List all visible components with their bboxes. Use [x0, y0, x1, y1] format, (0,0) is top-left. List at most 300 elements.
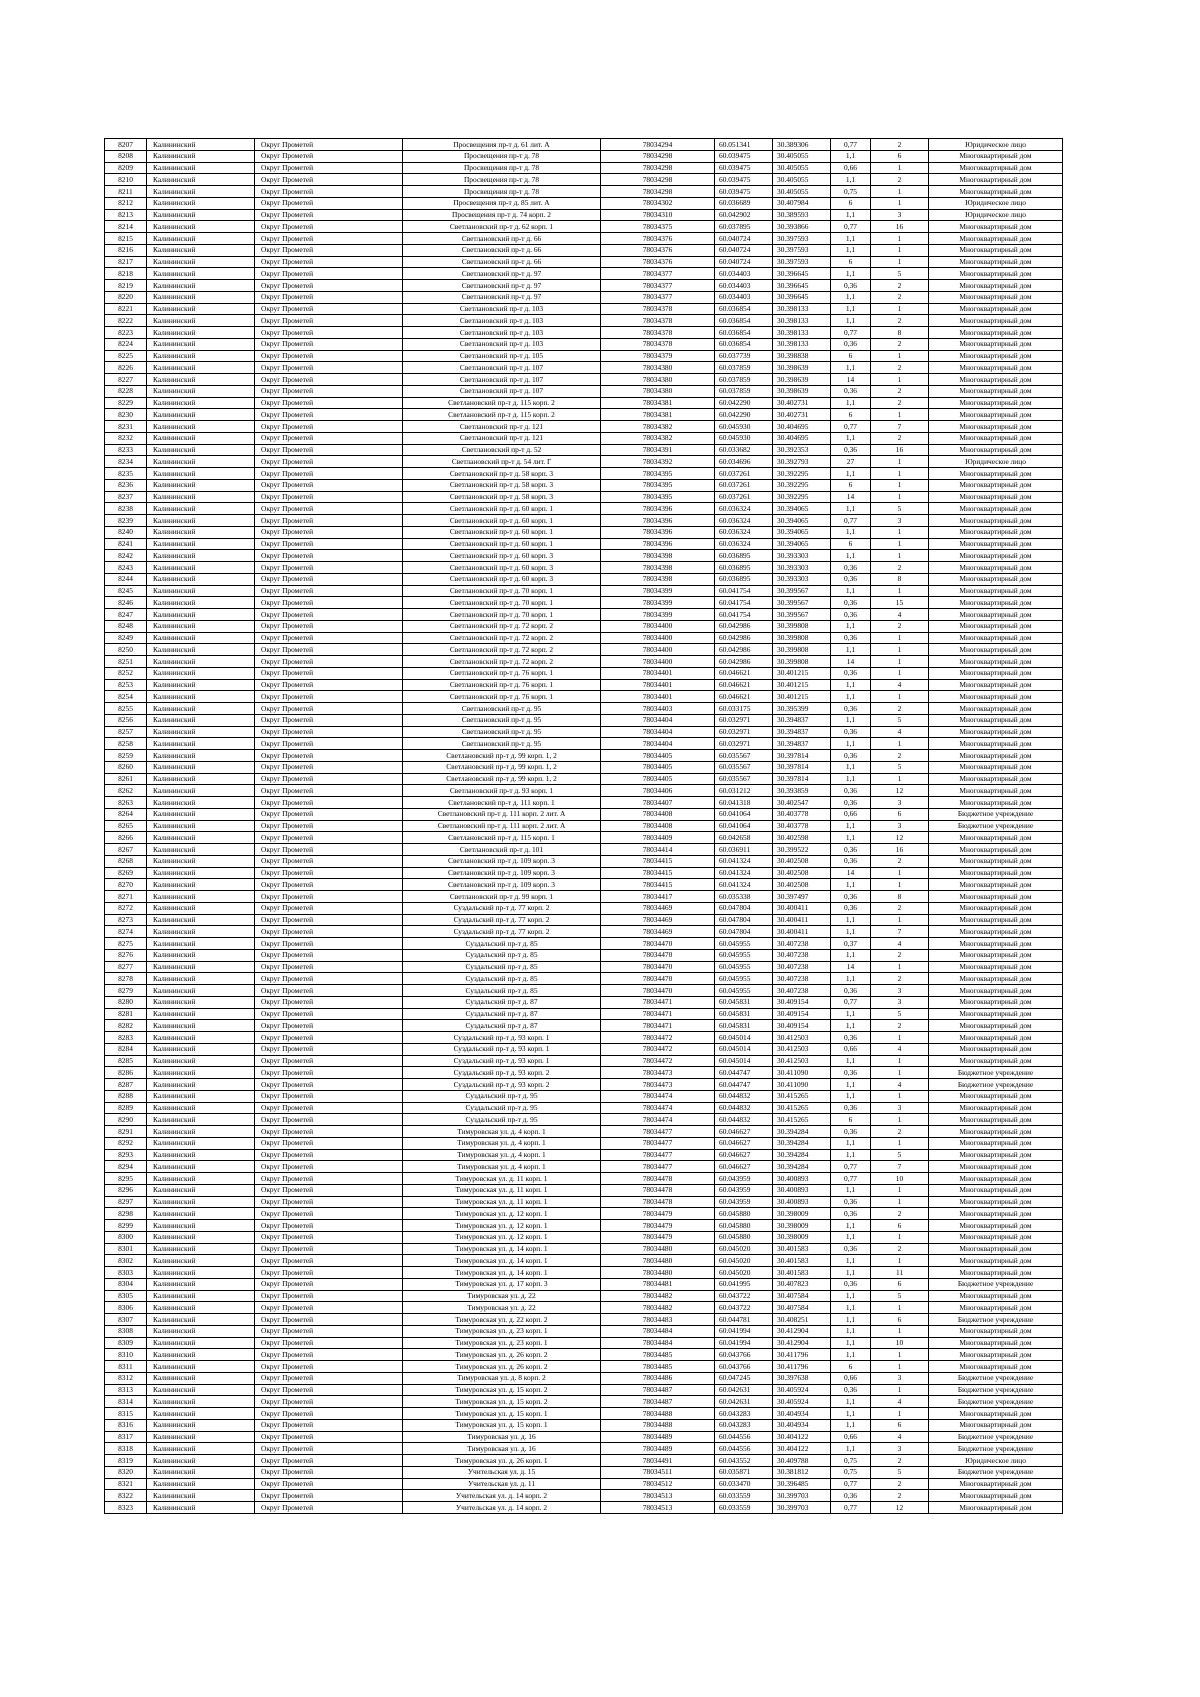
row-number: 8292 — [105, 1137, 147, 1149]
longitude-cell: 30.392353 — [773, 444, 831, 456]
owner-type-cell: Многоквартирный дом — [929, 233, 1063, 245]
address-cell: Тимуровская ул. д. 4 корп. 1 — [403, 1149, 601, 1161]
longitude-cell: 30.404695 — [773, 421, 831, 433]
count-cell: 2 — [871, 902, 929, 914]
row-number: 8290 — [105, 1114, 147, 1126]
count-cell: 1 — [871, 233, 929, 245]
owner-type-cell: Многоквартирный дом — [929, 1490, 1063, 1502]
okrug-cell: Округ Прометей — [255, 550, 403, 562]
district-cell: Калининский — [147, 1396, 255, 1408]
district-cell: Калининский — [147, 362, 255, 374]
district-cell: Калининский — [147, 515, 255, 527]
district-cell: Калининский — [147, 1220, 255, 1232]
okrug-cell: Округ Прометей — [255, 503, 403, 515]
longitude-cell: 30.409154 — [773, 1008, 831, 1020]
count-cell: 1 — [871, 738, 929, 750]
district-cell: Калининский — [147, 350, 255, 362]
volume-cell: 1,1 — [831, 268, 871, 280]
district-cell: Калининский — [147, 844, 255, 856]
okrug-cell: Округ Прометей — [255, 691, 403, 703]
table-row — [105, 679, 1063, 691]
table-row — [105, 550, 1063, 562]
row-number: 8284 — [105, 1043, 147, 1055]
table-row — [105, 1102, 1063, 1114]
longitude-cell: 30.400411 — [773, 914, 831, 926]
address-cell: Светлановский пр-т д. 107 — [403, 385, 601, 397]
latitude-cell: 60.041754 — [715, 609, 773, 621]
district-cell: Калининский — [147, 714, 255, 726]
latitude-cell: 60.041994 — [715, 1325, 773, 1337]
table-row — [105, 186, 1063, 198]
volume-cell: 0,77 — [831, 139, 871, 151]
count-cell: 1 — [871, 691, 929, 703]
longitude-cell: 30.394284 — [773, 1137, 831, 1149]
latitude-cell: 60.044832 — [715, 1102, 773, 1114]
okrug-cell: Округ Прометей — [255, 1137, 403, 1149]
longitude-cell: 30.405055 — [773, 174, 831, 186]
longitude-cell: 30.415265 — [773, 1102, 831, 1114]
address-cell: Светлановский пр-т д. 97 — [403, 291, 601, 303]
table-row — [105, 1337, 1063, 1349]
row-number: 8295 — [105, 1173, 147, 1185]
latitude-cell: 60.045831 — [715, 996, 773, 1008]
district-cell: Калининский — [147, 832, 255, 844]
district-cell: Калининский — [147, 456, 255, 468]
address-cell: Светлановский пр-т д. 103 — [403, 303, 601, 315]
longitude-cell: 30.396645 — [773, 280, 831, 292]
okrug-cell: Округ Прометей — [255, 820, 403, 832]
site-code-cell: 78034377 — [601, 268, 715, 280]
longitude-cell: 30.394065 — [773, 515, 831, 527]
longitude-cell: 30.407584 — [773, 1302, 831, 1314]
row-number: 8243 — [105, 562, 147, 574]
site-code-cell: 78034487 — [601, 1384, 715, 1396]
row-number: 8323 — [105, 1502, 147, 1514]
latitude-cell: 60.034696 — [715, 456, 773, 468]
volume-cell: 0,36 — [831, 891, 871, 903]
latitude-cell: 60.041994 — [715, 1337, 773, 1349]
owner-type-cell: Многоквартирный дом — [929, 1243, 1063, 1255]
okrug-cell: Округ Прометей — [255, 385, 403, 397]
longitude-cell: 30.404122 — [773, 1443, 831, 1455]
count-cell: 1 — [871, 656, 929, 668]
longitude-cell: 30.402731 — [773, 409, 831, 421]
site-code-cell: 78034415 — [601, 879, 715, 891]
count-cell: 1 — [871, 1032, 929, 1044]
volume-cell: 1,1 — [831, 1231, 871, 1243]
district-cell: Калининский — [147, 1032, 255, 1044]
okrug-cell: Округ Прометей — [255, 515, 403, 527]
longitude-cell: 30.402508 — [773, 867, 831, 879]
count-cell: 5 — [871, 714, 929, 726]
owner-type-cell: Бюджетное учреждение — [929, 1396, 1063, 1408]
owner-type-cell: Многоквартирный дом — [929, 644, 1063, 656]
latitude-cell: 60.045014 — [715, 1055, 773, 1067]
latitude-cell: 60.045930 — [715, 432, 773, 444]
table-row — [105, 1126, 1063, 1138]
okrug-cell: Округ Прометей — [255, 468, 403, 480]
owner-type-cell: Многоквартирный дом — [929, 879, 1063, 891]
longitude-cell: 30.392295 — [773, 491, 831, 503]
count-cell: 1 — [871, 479, 929, 491]
address-cell: Светлановский пр-т д. 66 — [403, 256, 601, 268]
longitude-cell: 30.400411 — [773, 902, 831, 914]
row-number: 8285 — [105, 1055, 147, 1067]
longitude-cell: 30.407823 — [773, 1278, 831, 1290]
district-cell: Калининский — [147, 597, 255, 609]
table-row — [105, 397, 1063, 409]
volume-cell: 0,77 — [831, 421, 871, 433]
district-cell: Калининский — [147, 1126, 255, 1138]
district-cell: Калининский — [147, 526, 255, 538]
table-row — [105, 1478, 1063, 1490]
okrug-cell: Округ Прометей — [255, 644, 403, 656]
owner-type-cell: Многоквартирный дом — [929, 914, 1063, 926]
data-sheet — [104, 138, 1062, 1514]
site-code-cell: 78034401 — [601, 691, 715, 703]
volume-cell: 1,1 — [831, 738, 871, 750]
table-row — [105, 855, 1063, 867]
address-cell: Тимуровская ул. д. 4 корп. 1 — [403, 1137, 601, 1149]
count-cell: 1 — [871, 468, 929, 480]
owner-type-cell: Многоквартирный дом — [929, 1337, 1063, 1349]
table-row — [105, 197, 1063, 209]
district-cell: Калининский — [147, 1431, 255, 1443]
longitude-cell: 30.394065 — [773, 538, 831, 550]
volume-cell: 0,77 — [831, 1502, 871, 1514]
district-cell: Калининский — [147, 1208, 255, 1220]
volume-cell: 0,75 — [831, 1466, 871, 1478]
longitude-cell: 30.407238 — [773, 973, 831, 985]
address-cell: Светлановский пр-т д. 76 корп. 1 — [403, 679, 601, 691]
latitude-cell: 60.043283 — [715, 1419, 773, 1431]
volume-cell: 1,1 — [831, 585, 871, 597]
okrug-cell: Округ Прометей — [255, 1173, 403, 1185]
latitude-cell: 60.051341 — [715, 139, 773, 151]
address-cell: Тимуровская ул. д. 12 корп. 1 — [403, 1231, 601, 1243]
owner-type-cell: Бюджетное учреждение — [929, 1384, 1063, 1396]
longitude-cell: 30.405055 — [773, 162, 831, 174]
address-cell: Тимуровская ул. д. 23 корп. 1 — [403, 1337, 601, 1349]
table-row — [105, 1020, 1063, 1032]
latitude-cell: 60.043766 — [715, 1349, 773, 1361]
owner-type-cell: Многоквартирный дом — [929, 1290, 1063, 1302]
site-code-cell: 78034396 — [601, 503, 715, 515]
latitude-cell: 60.042631 — [715, 1384, 773, 1396]
site-code-cell: 78034479 — [601, 1220, 715, 1232]
site-code-cell: 78034470 — [601, 985, 715, 997]
address-cell: Светлановский пр-т д. 99 корп. 1, 2 — [403, 761, 601, 773]
count-cell: 4 — [871, 1396, 929, 1408]
row-number: 8297 — [105, 1196, 147, 1208]
longitude-cell: 30.401583 — [773, 1255, 831, 1267]
owner-type-cell: Юридическое лицо — [929, 139, 1063, 151]
longitude-cell: 30.398639 — [773, 385, 831, 397]
count-cell: 1 — [871, 456, 929, 468]
latitude-cell: 60.035567 — [715, 761, 773, 773]
okrug-cell: Округ Прометей — [255, 1384, 403, 1396]
site-code-cell: 78034399 — [601, 585, 715, 597]
row-number: 8234 — [105, 456, 147, 468]
owner-type-cell: Многоквартирный дом — [929, 1043, 1063, 1055]
count-cell: 1 — [871, 1231, 929, 1243]
district-cell: Калининский — [147, 879, 255, 891]
latitude-cell: 60.044832 — [715, 1114, 773, 1126]
okrug-cell: Округ Прометей — [255, 479, 403, 491]
address-cell: Суздальский пр-т д. 93 корп. 2 — [403, 1079, 601, 1091]
row-number: 8254 — [105, 691, 147, 703]
volume-cell: 1,1 — [831, 1419, 871, 1431]
count-cell: 1 — [871, 409, 929, 421]
table-row — [105, 656, 1063, 668]
latitude-cell: 60.045880 — [715, 1208, 773, 1220]
volume-cell: 1,1 — [831, 1337, 871, 1349]
table-row — [105, 421, 1063, 433]
volume-cell: 6 — [831, 256, 871, 268]
latitude-cell: 60.045930 — [715, 421, 773, 433]
longitude-cell: 30.402598 — [773, 832, 831, 844]
count-cell: 1 — [871, 1255, 929, 1267]
latitude-cell: 60.041324 — [715, 867, 773, 879]
district-cell: Калининский — [147, 1384, 255, 1396]
site-code-cell: 78034471 — [601, 1020, 715, 1032]
count-cell: 7 — [871, 926, 929, 938]
row-number: 8263 — [105, 797, 147, 809]
table-row — [105, 585, 1063, 597]
table-body — [105, 139, 1063, 1514]
longitude-cell: 30.402508 — [773, 855, 831, 867]
site-code-cell: 78034398 — [601, 573, 715, 585]
longitude-cell: 30.398133 — [773, 315, 831, 327]
count-cell: 2 — [871, 338, 929, 350]
okrug-cell: Округ Прометей — [255, 867, 403, 879]
district-cell: Калининский — [147, 985, 255, 997]
site-code-cell: 78034380 — [601, 362, 715, 374]
owner-type-cell: Многоквартирный дом — [929, 1349, 1063, 1361]
row-number: 8275 — [105, 938, 147, 950]
owner-type-cell: Многоквартирный дом — [929, 1149, 1063, 1161]
table-row — [105, 1408, 1063, 1420]
table-row — [105, 573, 1063, 585]
count-cell: 2 — [871, 1020, 929, 1032]
okrug-cell: Округ Прометей — [255, 362, 403, 374]
table-row — [105, 1384, 1063, 1396]
latitude-cell: 60.036854 — [715, 315, 773, 327]
table-row — [105, 1349, 1063, 1361]
district-cell: Калининский — [147, 174, 255, 186]
longitude-cell: 30.400893 — [773, 1184, 831, 1196]
count-cell: 1 — [871, 1114, 929, 1126]
volume-cell: 0,36 — [831, 1102, 871, 1114]
owner-type-cell: Многоквартирный дом — [929, 832, 1063, 844]
address-cell: Просвещения пр-т д. 78 — [403, 162, 601, 174]
count-cell: 1 — [871, 867, 929, 879]
address-cell: Суздальский пр-т д. 87 — [403, 996, 601, 1008]
address-cell: Просвещения пр-т д. 78 — [403, 150, 601, 162]
address-cell: Светлановский пр-т д. 70 корп. 1 — [403, 597, 601, 609]
longitude-cell: 30.394284 — [773, 1149, 831, 1161]
address-cell: Светлановский пр-т д. 97 — [403, 268, 601, 280]
count-cell: 16 — [871, 844, 929, 856]
row-number: 8310 — [105, 1349, 147, 1361]
okrug-cell: Округ Прометей — [255, 444, 403, 456]
volume-cell: 14 — [831, 961, 871, 973]
site-code-cell: 78034480 — [601, 1267, 715, 1279]
site-code-cell: 78034400 — [601, 632, 715, 644]
row-number: 8267 — [105, 844, 147, 856]
latitude-cell: 60.043722 — [715, 1290, 773, 1302]
owner-type-cell: Многоквартирный дом — [929, 1231, 1063, 1243]
site-code-cell: 78034380 — [601, 374, 715, 386]
count-cell: 2 — [871, 362, 929, 374]
district-cell: Калининский — [147, 1267, 255, 1279]
okrug-cell: Округ Прометей — [255, 1184, 403, 1196]
okrug-cell: Округ Прометей — [255, 291, 403, 303]
table-row — [105, 1043, 1063, 1055]
table-row — [105, 1008, 1063, 1020]
longitude-cell: 30.389306 — [773, 139, 831, 151]
latitude-cell: 60.046621 — [715, 679, 773, 691]
longitude-cell: 30.400893 — [773, 1196, 831, 1208]
table-row — [105, 1032, 1063, 1044]
row-number: 8246 — [105, 597, 147, 609]
volume-cell: 0,77 — [831, 1161, 871, 1173]
okrug-cell: Округ Прометей — [255, 397, 403, 409]
row-number: 8220 — [105, 291, 147, 303]
address-cell: Просвещения пр-т д. 61 лит. А — [403, 139, 601, 151]
district-cell: Калининский — [147, 221, 255, 233]
row-number: 8241 — [105, 538, 147, 550]
site-code-cell: 78034381 — [601, 397, 715, 409]
address-cell: Суздальский пр-т д. 93 корп. 2 — [403, 1067, 601, 1079]
address-cell: Суздальский пр-т д. 87 — [403, 1020, 601, 1032]
volume-cell: 1,1 — [831, 620, 871, 632]
district-cell: Калининский — [147, 973, 255, 985]
address-cell: Светлановский пр-т д. 72 корп. 2 — [403, 632, 601, 644]
address-cell: Просвещения пр-т д. 78 — [403, 186, 601, 198]
row-number: 8269 — [105, 867, 147, 879]
address-cell: Светлановский пр-т д. 72 корп. 2 — [403, 620, 601, 632]
district-cell: Калининский — [147, 585, 255, 597]
row-number: 8296 — [105, 1184, 147, 1196]
latitude-cell: 60.046627 — [715, 1161, 773, 1173]
longitude-cell: 30.399567 — [773, 585, 831, 597]
row-number: 8260 — [105, 761, 147, 773]
site-code-cell: 78034513 — [601, 1502, 715, 1514]
volume-cell: 1,1 — [831, 468, 871, 480]
latitude-cell: 60.041324 — [715, 855, 773, 867]
volume-cell: 1,1 — [831, 244, 871, 256]
site-code-cell: 78034405 — [601, 761, 715, 773]
site-code-cell: 78034486 — [601, 1372, 715, 1384]
latitude-cell: 60.042631 — [715, 1396, 773, 1408]
latitude-cell: 60.039475 — [715, 150, 773, 162]
row-number: 8209 — [105, 162, 147, 174]
district-cell: Калининский — [147, 573, 255, 585]
address-cell: Тимуровская ул. д. 15 корп. 1 — [403, 1419, 601, 1431]
owner-type-cell: Многоквартирный дом — [929, 221, 1063, 233]
longitude-cell: 30.389593 — [773, 209, 831, 221]
owner-type-cell: Многоквартирный дом — [929, 409, 1063, 421]
owner-type-cell: Многоквартирный дом — [929, 1126, 1063, 1138]
count-cell: 5 — [871, 1008, 929, 1020]
row-number: 8280 — [105, 996, 147, 1008]
district-cell: Калининский — [147, 1349, 255, 1361]
longitude-cell: 30.398133 — [773, 303, 831, 315]
address-cell: Тимуровская ул. д. 11 корп. 1 — [403, 1196, 601, 1208]
table-row — [105, 338, 1063, 350]
okrug-cell: Округ Прометей — [255, 1114, 403, 1126]
row-number: 8306 — [105, 1302, 147, 1314]
row-number: 8299 — [105, 1220, 147, 1232]
site-code-cell: 78034377 — [601, 291, 715, 303]
latitude-cell: 60.042986 — [715, 620, 773, 632]
address-cell: Просвещения пр-т д. 78 — [403, 174, 601, 186]
row-number: 8304 — [105, 1278, 147, 1290]
owner-type-cell: Бюджетное учреждение — [929, 1067, 1063, 1079]
owner-type-cell: Многоквартирный дом — [929, 949, 1063, 961]
address-cell: Светлановский пр-т д. 109 корп. 3 — [403, 867, 601, 879]
owner-type-cell: Юридическое лицо — [929, 1455, 1063, 1467]
owner-type-cell: Многоквартирный дом — [929, 891, 1063, 903]
site-code-cell: 78034511 — [601, 1466, 715, 1478]
site-code-cell: 78034378 — [601, 327, 715, 339]
okrug-cell: Округ Прометей — [255, 1055, 403, 1067]
table-row — [105, 374, 1063, 386]
volume-cell: 0,75 — [831, 1455, 871, 1467]
count-cell: 2 — [871, 139, 929, 151]
owner-type-cell: Бюджетное учреждение — [929, 1278, 1063, 1290]
volume-cell: 14 — [831, 491, 871, 503]
count-cell: 2 — [871, 1208, 929, 1220]
count-cell: 5 — [871, 761, 929, 773]
owner-type-cell: Бюджетное учреждение — [929, 1314, 1063, 1326]
district-cell: Калининский — [147, 785, 255, 797]
owner-type-cell: Бюджетное учреждение — [929, 808, 1063, 820]
site-code-cell: 78034408 — [601, 808, 715, 820]
okrug-cell: Округ Прометей — [255, 808, 403, 820]
count-cell: 6 — [871, 150, 929, 162]
table-row — [105, 667, 1063, 679]
site-code-cell: 78034396 — [601, 515, 715, 527]
row-number: 8258 — [105, 738, 147, 750]
row-number: 8207 — [105, 139, 147, 151]
okrug-cell: Округ Прометей — [255, 1243, 403, 1255]
address-cell: Суздальский пр-т д. 77 корп. 2 — [403, 914, 601, 926]
district-cell: Калининский — [147, 1314, 255, 1326]
longitude-cell: 30.401215 — [773, 679, 831, 691]
district-cell: Калининский — [147, 1020, 255, 1032]
table-row — [105, 761, 1063, 773]
district-cell: Калининский — [147, 1490, 255, 1502]
longitude-cell: 30.393303 — [773, 573, 831, 585]
district-cell: Калининский — [147, 1008, 255, 1020]
longitude-cell: 30.398838 — [773, 350, 831, 362]
district-cell: Калининский — [147, 1255, 255, 1267]
latitude-cell: 60.043959 — [715, 1173, 773, 1185]
okrug-cell: Округ Прометей — [255, 1231, 403, 1243]
owner-type-cell: Многоквартирный дом — [929, 1055, 1063, 1067]
row-number: 8223 — [105, 327, 147, 339]
volume-cell: 0,36 — [831, 750, 871, 762]
longitude-cell: 30.408251 — [773, 1314, 831, 1326]
row-number: 8308 — [105, 1325, 147, 1337]
longitude-cell: 30.397497 — [773, 891, 831, 903]
district-cell: Калининский — [147, 1114, 255, 1126]
okrug-cell: Округ Прометей — [255, 456, 403, 468]
okrug-cell: Округ Прометей — [255, 750, 403, 762]
address-cell: Светлановский пр-т д. 103 — [403, 327, 601, 339]
